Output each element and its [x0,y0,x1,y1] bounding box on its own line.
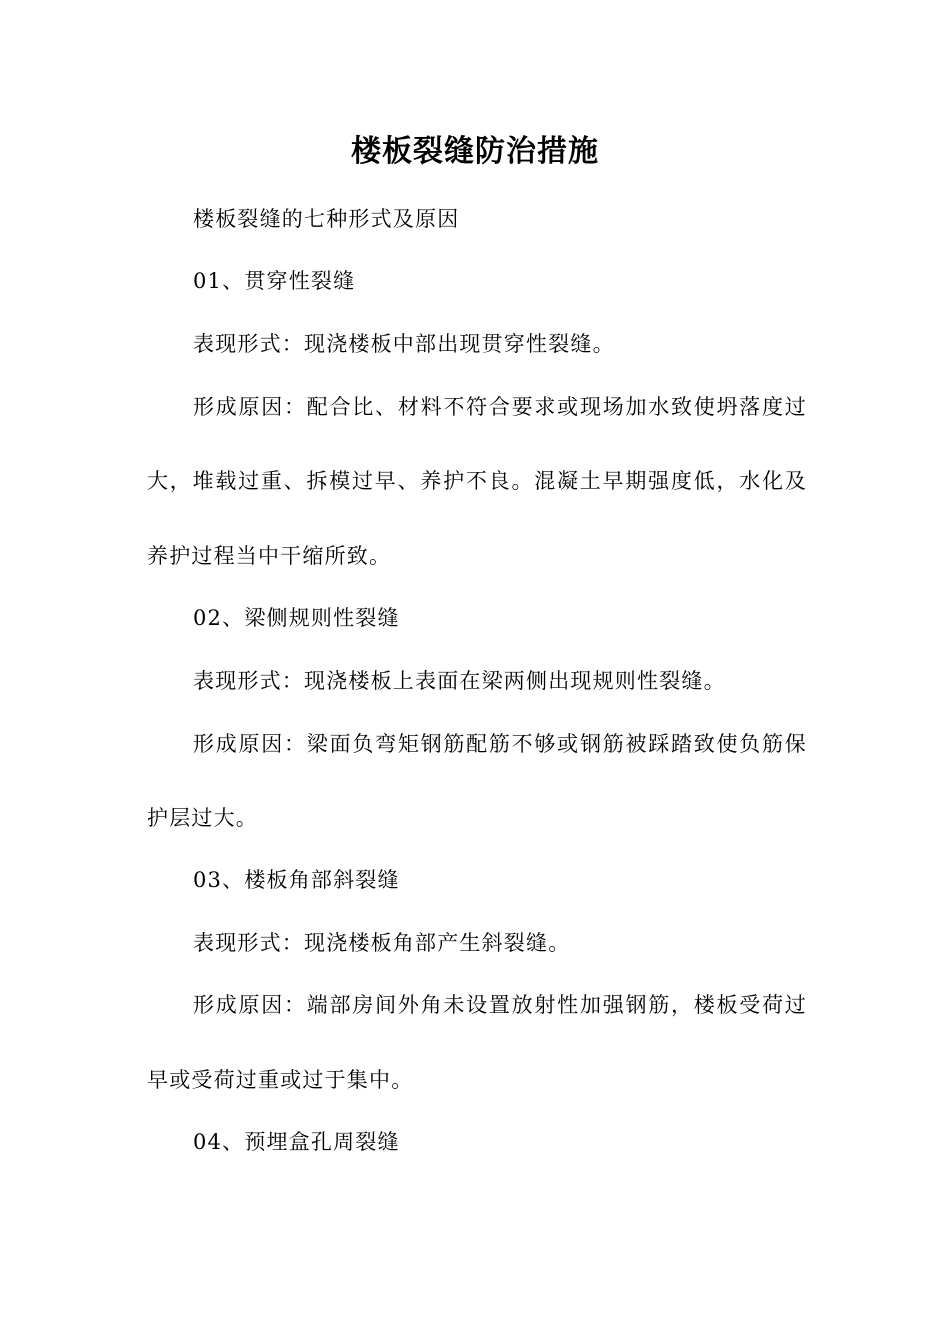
intro-line: 楼板裂缝的七种形式及原因 [193,207,460,231]
section-form: 表现形式：现浇楼板上表面在梁两侧出现规则性裂缝。 [193,669,726,693]
section-heading: 04、预埋盒孔周裂缝 [193,1130,400,1154]
section-form: 表现形式：现浇楼板角部产生斜裂缝。 [193,931,571,955]
section-cause-line: 养护过程当中干缩所致。 [147,544,392,568]
section-cause-line: 护层过大。 [147,806,258,830]
section-cause-line: 形成原因：梁面负弯矩钢筋配筋不够或钢筋被踩踏致使负筋保 [193,732,807,756]
section-heading: 03、楼板角部斜裂缝 [193,868,400,892]
section-heading: 01、贯穿性裂缝 [193,269,356,293]
document-title: 楼板裂缝防治措施 [351,134,599,169]
section-cause-line: 早或受荷过重或过于集中。 [147,1068,414,1092]
section-form: 表现形式：现浇楼板中部出现贯穿性裂缝。 [193,332,615,356]
section-cause-line: 形成原因：配合比、材料不符合要求或现场加水致使坍落度过 [193,395,807,419]
section-heading: 02、梁侧规则性裂缝 [193,606,400,630]
section-cause-line: 大，堆载过重、拆模过早、养护不良。混凝土早期强度低，水化及 [147,469,807,493]
section-cause-line: 形成原因：端部房间外角未设置放射性加强钢筋，楼板受荷过 [193,993,807,1017]
